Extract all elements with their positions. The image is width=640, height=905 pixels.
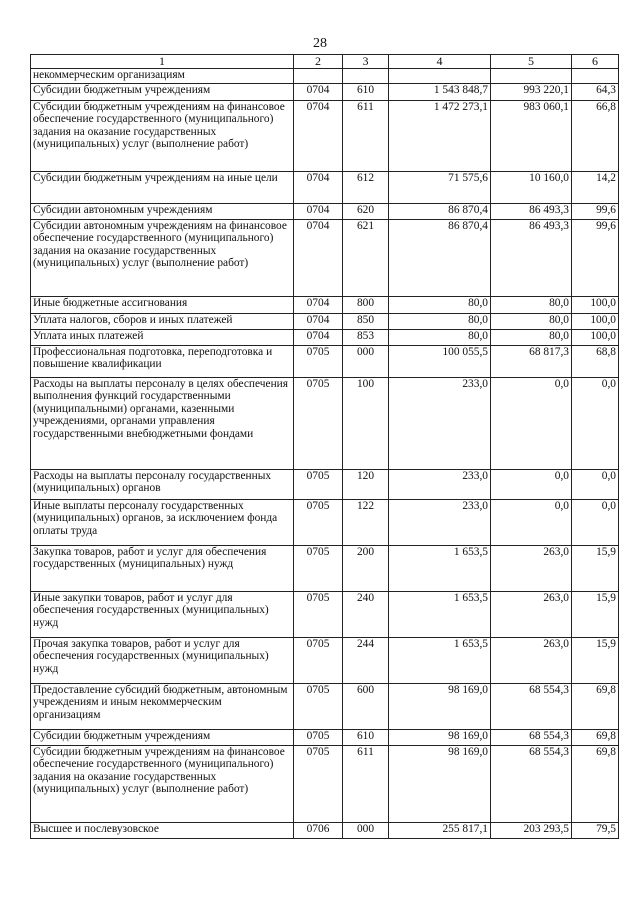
cell-expense-type: 611 [343, 101, 389, 172]
cell-percent: 69,8 [572, 730, 619, 746]
cell-expense-type: 600 [343, 684, 389, 730]
cell-plan-amount: 71 575,6 [389, 172, 491, 204]
cell-section-code: 0705 [294, 746, 343, 823]
cell-percent: 99,6 [572, 204, 619, 220]
cell-actual-amount: 86 493,3 [491, 204, 572, 220]
cell-actual-amount: 86 493,3 [491, 220, 572, 297]
cell-actual-amount: 80,0 [491, 330, 572, 346]
table-row [31, 470, 619, 500]
cell-expense-type: 612 [343, 172, 389, 204]
table-row [31, 220, 619, 297]
cell-expense-type: 244 [343, 638, 389, 684]
cell-actual-amount: 0,0 [491, 378, 572, 470]
cell-plan-amount: 98 169,0 [389, 746, 491, 823]
cell-plan-amount: 233,0 [389, 500, 491, 546]
cell-percent: 68,8 [572, 346, 619, 378]
cell-percent: 15,9 [572, 638, 619, 684]
budget-table [30, 54, 619, 839]
cell-name: некоммерческим организациям [31, 69, 294, 84]
cell-plan-amount: 233,0 [389, 378, 491, 470]
cell-section-code: 0705 [294, 470, 343, 500]
header-cell-actual: 5 [491, 55, 572, 69]
header-cell-section: 2 [294, 55, 343, 69]
cell-expense-type: 853 [343, 330, 389, 346]
cell-percent: 64,3 [572, 84, 619, 101]
cell-plan-amount: 233,0 [389, 470, 491, 500]
cell-section-code: 0705 [294, 638, 343, 684]
cell-name: Субсидии бюджетным учреждениям [31, 730, 294, 746]
cell-expense-type: 621 [343, 220, 389, 297]
cell-actual-amount: 68 817,3 [491, 346, 572, 378]
table-row [31, 314, 619, 330]
cell-percent: 100,0 [572, 314, 619, 330]
cell-actual-amount: 203 293,5 [491, 823, 572, 839]
cell-name: Субсидии автономным учреждениям на финансовое обеспечение государственного (муниципального) задания на оказание государственных (муниципальных) услуг (выполнение работ) [31, 220, 294, 297]
header-cell-plan: 4 [389, 55, 491, 69]
cell-actual-amount [491, 69, 572, 84]
cell-plan-amount: 100 055,5 [389, 346, 491, 378]
cell-name: Субсидии бюджетным учреждениям на финансовое обеспечение государственного (муниципального) задания на оказание государственных (муниципальных) услуг (выполнение работ) [31, 746, 294, 823]
cell-percent [572, 69, 619, 84]
cell-percent: 69,8 [572, 746, 619, 823]
cell-plan-amount: 98 169,0 [389, 730, 491, 746]
cell-actual-amount: 68 554,3 [491, 730, 572, 746]
cell-percent: 15,9 [572, 592, 619, 638]
cell-section-code: 0705 [294, 500, 343, 546]
cell-section-code: 0706 [294, 823, 343, 839]
table-row [31, 746, 619, 823]
cell-percent: 66,8 [572, 101, 619, 172]
table-row [31, 730, 619, 746]
cell-actual-amount: 68 554,3 [491, 746, 572, 823]
cell-plan-amount: 86 870,4 [389, 204, 491, 220]
cell-plan-amount: 1 653,5 [389, 638, 491, 684]
table-row [31, 823, 619, 839]
cell-section-code: 0704 [294, 297, 343, 314]
cell-name: Расходы на выплаты персоналу государственных (муниципальных) органов [31, 470, 294, 500]
cell-percent: 0,0 [572, 470, 619, 500]
cell-percent: 99,6 [572, 220, 619, 297]
cell-expense-type: 800 [343, 297, 389, 314]
cell-plan-amount [389, 69, 491, 84]
cell-expense-type [343, 69, 389, 84]
cell-section-code: 0704 [294, 204, 343, 220]
cell-expense-type: 610 [343, 84, 389, 101]
table-body [31, 69, 619, 839]
cell-name: Профессиональная подготовка, переподготовка и повышение квалификации [31, 346, 294, 378]
cell-percent: 100,0 [572, 297, 619, 314]
cell-expense-type: 120 [343, 470, 389, 500]
cell-expense-type: 610 [343, 730, 389, 746]
cell-expense-type: 240 [343, 592, 389, 638]
cell-name: Иные бюджетные ассигнования [31, 297, 294, 314]
table-row [31, 546, 619, 592]
cell-section-code: 0704 [294, 330, 343, 346]
cell-actual-amount: 263,0 [491, 592, 572, 638]
cell-percent: 100,0 [572, 330, 619, 346]
page-number: 28 [313, 36, 327, 51]
cell-name: Субсидии бюджетным учреждениям [31, 84, 294, 101]
cell-plan-amount: 1 653,5 [389, 592, 491, 638]
cell-expense-type: 611 [343, 746, 389, 823]
cell-plan-amount: 255 817,1 [389, 823, 491, 839]
cell-expense-type: 122 [343, 500, 389, 546]
header-cell-type: 3 [343, 55, 389, 69]
header-row [31, 55, 619, 69]
cell-name: Субсидии бюджетным учреждениям на финансовое обеспечение государственного (муниципального) задания на оказание государственных (муниципальных) услуг (выполнение работ) [31, 101, 294, 172]
cell-section-code: 0704 [294, 220, 343, 297]
cell-percent: 14,2 [572, 172, 619, 204]
cell-name: Уплата налогов, сборов и иных платежей [31, 314, 294, 330]
cell-actual-amount: 80,0 [491, 297, 572, 314]
cell-actual-amount: 68 554,3 [491, 684, 572, 730]
cell-plan-amount: 80,0 [389, 330, 491, 346]
cell-section-code [294, 69, 343, 84]
table-header [31, 55, 619, 69]
cell-plan-amount: 80,0 [389, 297, 491, 314]
cell-actual-amount: 80,0 [491, 314, 572, 330]
cell-actual-amount: 983 060,1 [491, 101, 572, 172]
header-cell-percent: 6 [572, 55, 619, 69]
cell-percent: 0,0 [572, 378, 619, 470]
cell-plan-amount: 80,0 [389, 314, 491, 330]
table-row [31, 204, 619, 220]
cell-name: Иные выплаты персоналу государственных (муниципальных) органов, за исключением фонда оплаты труда [31, 500, 294, 546]
cell-name: Прочая закупка товаров, работ и услуг для обеспечения государственных (муниципальных) нужд [31, 638, 294, 684]
cell-name: Субсидии бюджетным учреждениям на иные цели [31, 172, 294, 204]
cell-actual-amount: 10 160,0 [491, 172, 572, 204]
cell-name: Предоставление субсидий бюджетным, автономным учреждениям и иным некоммерческим организациям [31, 684, 294, 730]
cell-plan-amount: 1 472 273,1 [389, 101, 491, 172]
cell-name: Высшее и послевузовское [31, 823, 294, 839]
cell-name: Уплата иных платежей [31, 330, 294, 346]
cell-section-code: 0705 [294, 730, 343, 746]
header-cell-name: 1 [31, 55, 294, 69]
cell-name: Закупка товаров, работ и услуг для обеспечения государственных (муниципальных) нужд [31, 546, 294, 592]
cell-section-code: 0704 [294, 172, 343, 204]
cell-section-code: 0704 [294, 84, 343, 101]
cell-actual-amount: 0,0 [491, 500, 572, 546]
cell-plan-amount: 1 543 848,7 [389, 84, 491, 101]
cell-actual-amount: 263,0 [491, 638, 572, 684]
cell-plan-amount: 1 653,5 [389, 546, 491, 592]
cell-expense-type: 200 [343, 546, 389, 592]
cell-actual-amount: 263,0 [491, 546, 572, 592]
table-row [31, 297, 619, 314]
cell-percent: 0,0 [572, 500, 619, 546]
table-row [31, 330, 619, 346]
table-row [31, 101, 619, 172]
cell-percent: 69,8 [572, 684, 619, 730]
cell-section-code: 0705 [294, 346, 343, 378]
table-row [31, 346, 619, 378]
table-row [31, 638, 619, 684]
table-row [31, 378, 619, 470]
cell-expense-type: 000 [343, 346, 389, 378]
cell-section-code: 0705 [294, 592, 343, 638]
cell-expense-type: 100 [343, 378, 389, 470]
cell-expense-type: 000 [343, 823, 389, 839]
cell-plan-amount: 98 169,0 [389, 684, 491, 730]
cell-name: Расходы на выплаты персоналу в целях обеспечения выполнения функций государственными (муниципальными) органами, казенными учреждениями, органами управления государственными внебюджетными фондами [31, 378, 294, 470]
cell-name: Субсидии автономным учреждениям [31, 204, 294, 220]
table-row [31, 69, 619, 84]
cell-name: Иные закупки товаров, работ и услуг для обеспечения государственных (муниципальных) нужд [31, 592, 294, 638]
cell-section-code: 0704 [294, 314, 343, 330]
cell-section-code: 0705 [294, 378, 343, 470]
cell-actual-amount: 993 220,1 [491, 84, 572, 101]
cell-section-code: 0704 [294, 101, 343, 172]
cell-percent: 79,5 [572, 823, 619, 839]
cell-actual-amount: 0,0 [491, 470, 572, 500]
cell-plan-amount: 86 870,4 [389, 220, 491, 297]
table-row [31, 84, 619, 101]
cell-expense-type: 850 [343, 314, 389, 330]
table-row [31, 500, 619, 546]
cell-expense-type: 620 [343, 204, 389, 220]
table-row [31, 592, 619, 638]
cell-section-code: 0705 [294, 546, 343, 592]
table-row [31, 684, 619, 730]
table-row [31, 172, 619, 204]
cell-percent: 15,9 [572, 546, 619, 592]
cell-section-code: 0705 [294, 684, 343, 730]
